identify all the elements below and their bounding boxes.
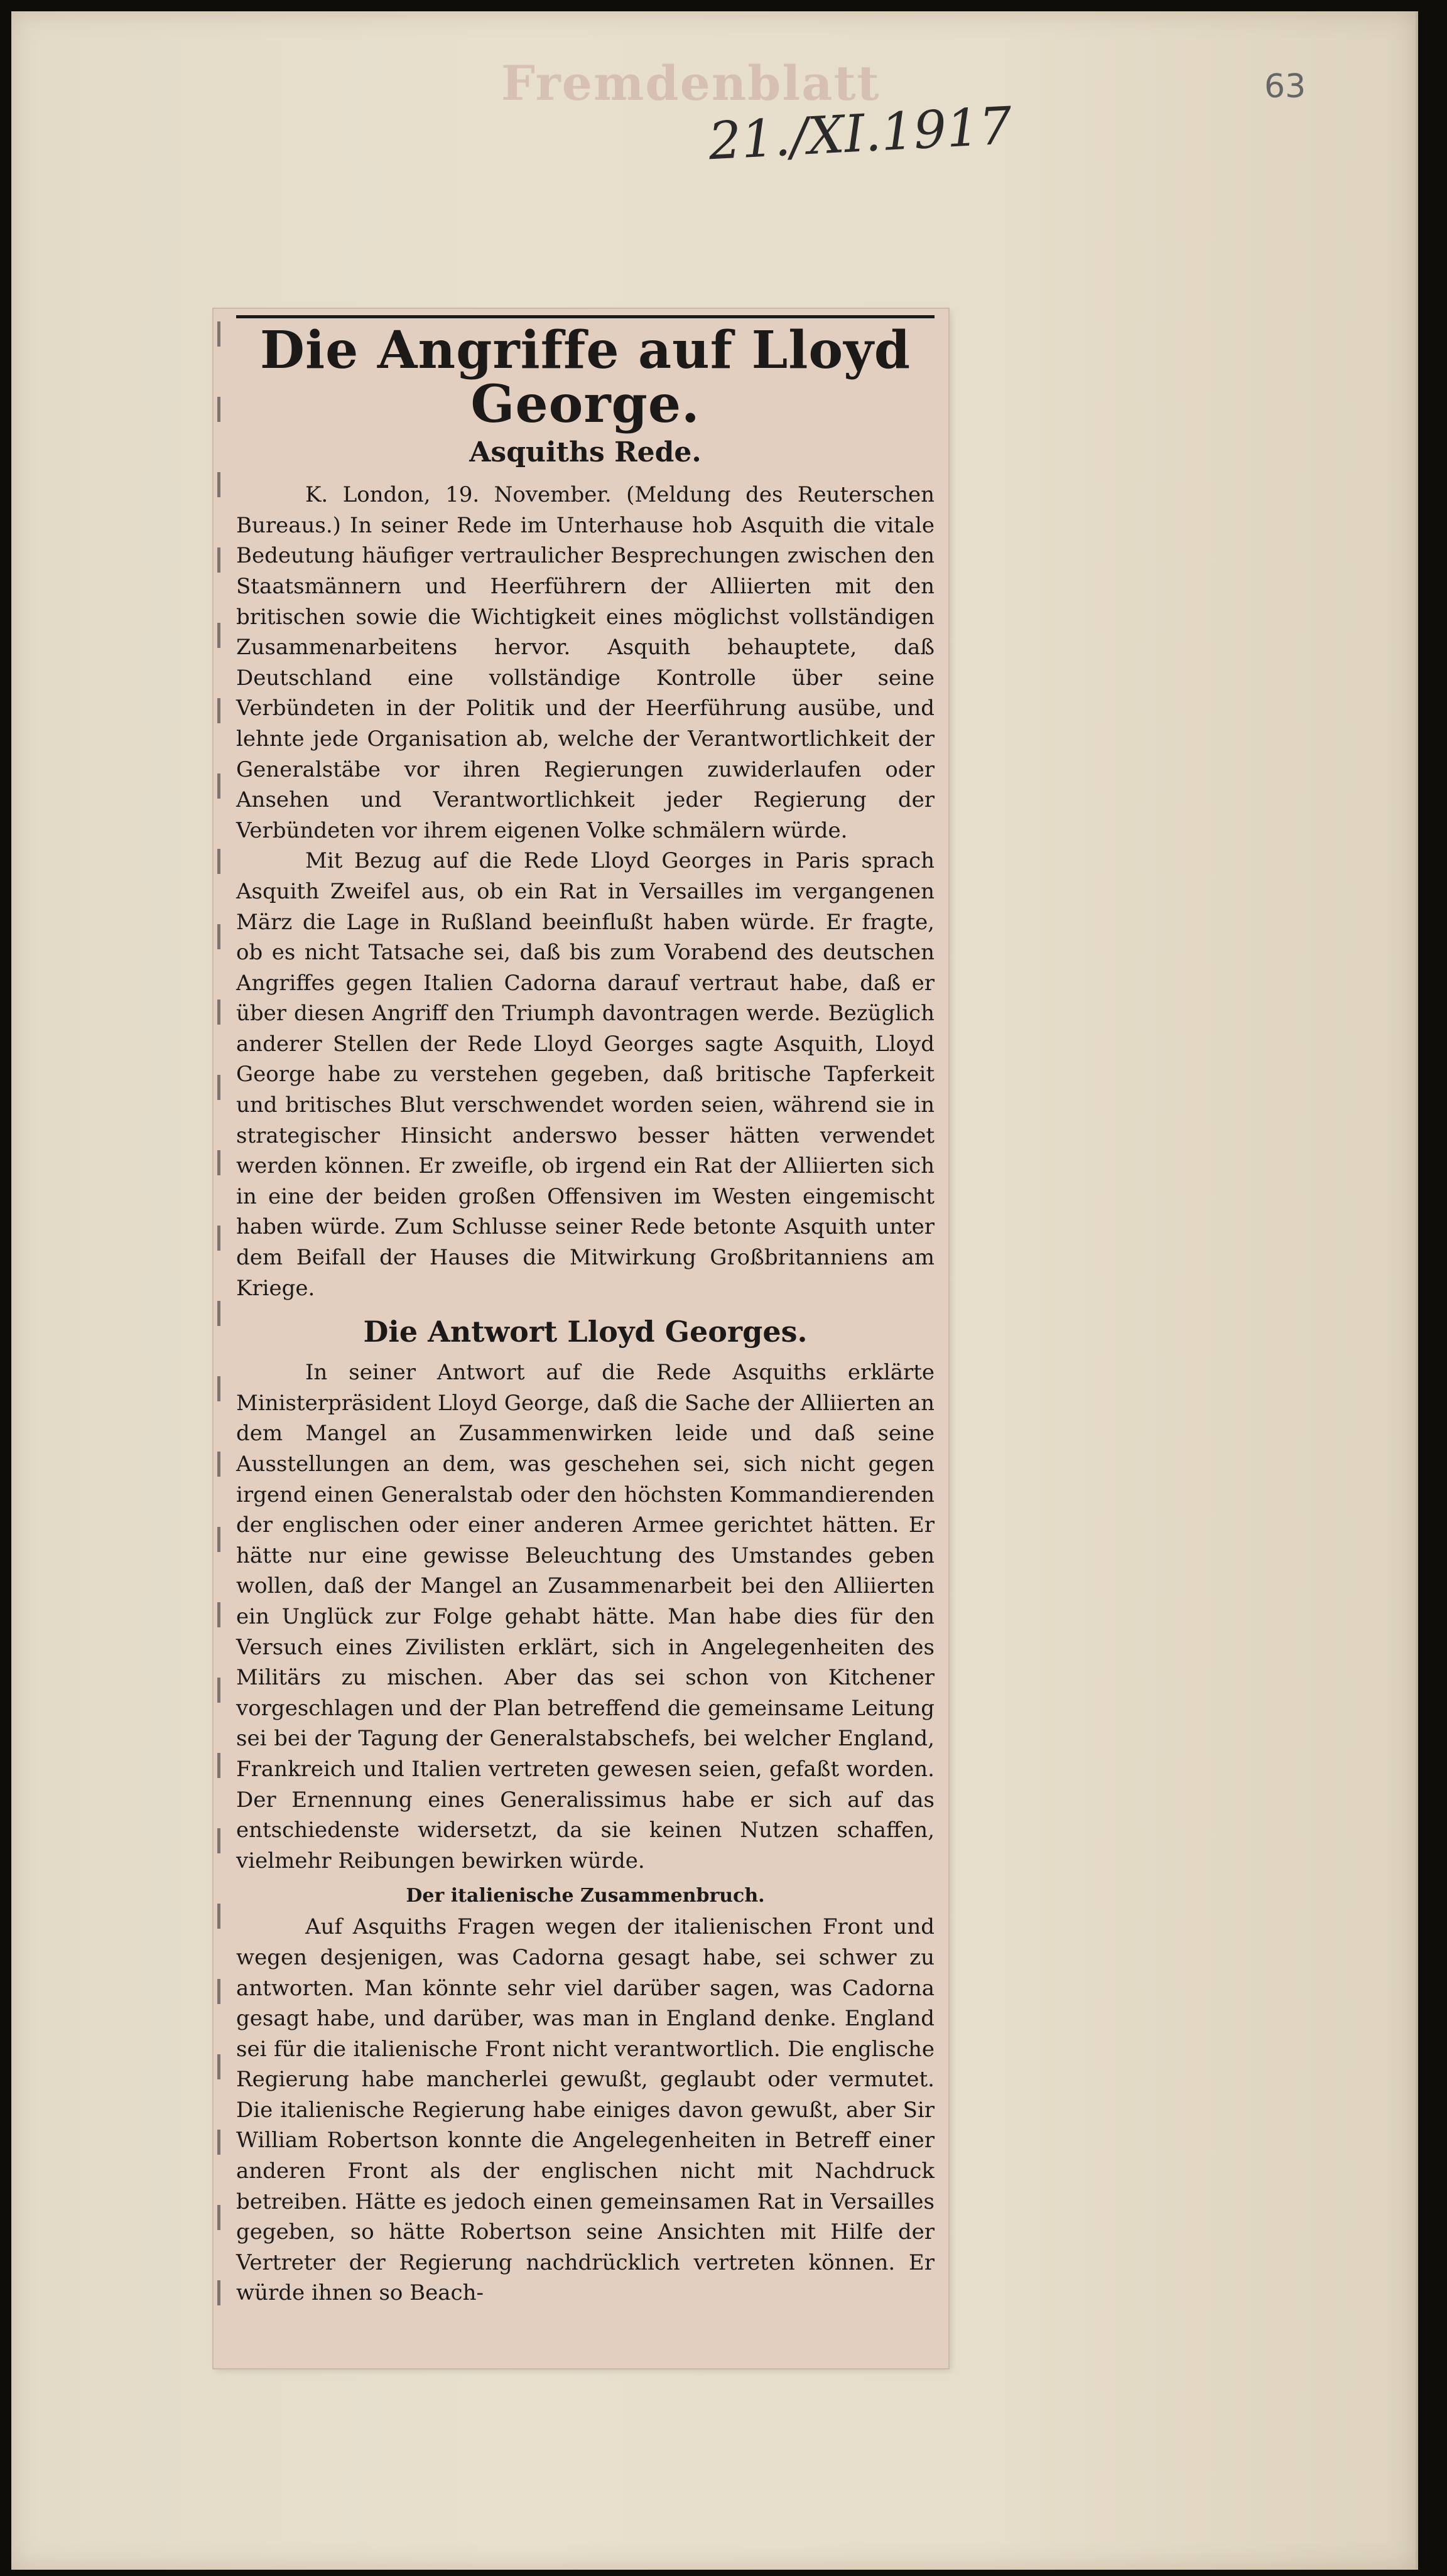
handwritten-date: 21./XI.1917 <box>707 96 1014 172</box>
paragraph: In seiner Antwort auf die Rede Asquiths erklärte Ministerpräsident Lloyd George, daß die Sache der Alliierten an dem Mangel an Zusammenwirken leide und daß seine Ausstellungen an dem, was geschehen sei, sich nicht gegen irgend einen Generalstab oder den höchsten Kommandierenden der englischen oder einer anderen Armee gerichtet hätten. Er hätte nur eine gewisse Beleuchtung des Umstandes geben wollen, daß der Mangel an Zusammenarbeit bei den Alliierten ein Unglück zur Folge gehabt hätte. Man habe dies für den Versuch eines Zivilisten erklärt, sich in Angelegenheiten des Militärs zu mischen. Aber das sei schon von Kitchener vorgeschlagen und der Plan betreffend die gemeinsame Leitung sei bei der Tagung der Generalstabschefs, bei welcher England, Frankreich und Italien vertreten gewesen seien, gefaßt worden. Der Ernennung eines Generalissimus habe er sich auf das entschiedenste widersetzt, da sie keinen Nutzen schaffen, vielmehr Reibungen bewirken würde. <box>236 1360 935 1873</box>
section-title-italy: Der italienische Zusammenbruch. <box>406 1885 765 1907</box>
paragraph: Auf Asquiths Fragen wegen der italienischen Front und wegen desjenigen, was Cadorna gesagt habe, sei schwer zu antworten. Man könnte sehr viel darüber sagen, was Cadorna gesagt habe, und darüber, was man in England denke. England sei für die italienische Front nicht verantwortlich. Die englische Regierung habe mancherlei gewußt, geglaubt oder vermutet. Die italienische Regierung habe einiges davon gewußt, aber Sir William Robertson konnte die Angelegenheiten in Betreff einer anderen Front als der englischen nicht mit Nachdruck betreiben. Hätte es jedoch einen gemeinsamen Rat in Versailles gegeben, so hätte Robertson seine Ansichten mit Hilfe der Vertreter der Regierung nachdrücklich vertreten können. Er würde ihnen so Beach- <box>236 1914 935 2306</box>
newspaper-stamp: Fremdenblatt <box>501 55 881 111</box>
page-number: 63 <box>1264 68 1306 105</box>
section-title-asquith: Asquiths Rede. <box>469 436 702 469</box>
paragraph: K. London, 19. November. (Meldung des Reuterschen Bureaus.) In seiner Rede im Unterhause hob Asquith die vitale Bedeutung häufiger vertraulicher Besprechungen zwischen den Staatsmännern und Heerführern der Alliierten mit den britischen sowie die Wichtigkeit eines möglichst vollständigen Zusammenarbeitens hervor. Asquith behauptete, daß Deutschland eine vollständige Kontrolle über seine Verbündeten in der Politik und der Heerführung ausübe, und lehnte jede Organisation ab, welche der Verantwortlichkeit der Generalstäbe vor ihren Regierungen zuwiderlaufen oder Ansehen und Verantwortlichkeit jeder Regierung der Verbündeten vor ihrem eigenen Volke schmälern würde. <box>236 482 935 843</box>
section-title-lloyd-george: Die Antwort Lloyd Georges. <box>363 1315 808 1349</box>
headline: Die Angriffe auf Lloyd George. <box>236 315 935 431</box>
newspaper-clipping <box>214 309 948 2368</box>
paragraph: Mit Bezug auf die Rede Lloyd Georges in Paris sprach Asquith Zweifel aus, ob ein Rat in Versailles im vergangenen März die Lage in Rußland beeinflußt haben würde. Er fragte, ob es nicht Tatsache sei, daß bis zum Vorabend des deutschen Angriffes gegen Italien Cadorna darauf vertraut habe, daß er über diesen Angriff den Triumph davontragen werde. Bezüglich anderer Stellen der Rede Lloyd Georges sagte Asquith, Lloyd George habe zu verstehen gegeben, daß britische Tapferkeit und britisches Blut verschwendet worden seien, während sie in strategischer Hinsicht anderswo besser hätten verwendet werden können. Er zweifle, ob irgend ein Rat der Alliierten sich in eine der beiden großen Offensiven im Westen eingemischt haben würde. Zum Schlusse seiner Rede betonte Asquith unter dem Beifall der Hauses die Mitwirkung Großbritanniens am Kriege. <box>236 848 935 1301</box>
